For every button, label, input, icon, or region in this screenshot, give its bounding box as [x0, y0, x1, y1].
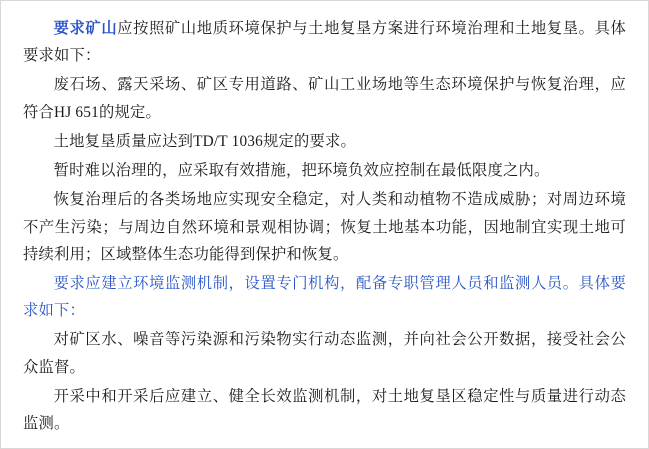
paragraph — [23, 270, 626, 324]
paragraph-text: 暂时难以治理的，应采取有效措施，把环境负效应控制在最低限度之内。 — [53, 162, 550, 180]
paragraph — [23, 157, 626, 184]
paragraph-text: 恢复治理后的各类场地应实现安全稳定，对人类和动植物不造成威胁；对周边环境不产生污染；与周边自然环境和景观相协调；恢复土地基本功能，因地制宜实现土地可持续利用；区域整体生态功能得到保护和恢复。 — [23, 191, 626, 263]
paragraph — [23, 186, 626, 268]
paragraph-text: 土地复垦质量应达到TD/T 1036规定的要求。 — [53, 132, 356, 150]
paragraph-text: 废石场、露天采场、矿区专用道路、矿山工业场地等生态环境保护与恢复治理，应符合HJ 651的规定。 — [23, 76, 626, 121]
paragraph-text: 对矿区水、噪音等污染源和污染物实行动态监测，并向社会公开数据，接受社会公众监督。 — [23, 331, 626, 376]
paragraph-lead-text: 要求矿山 — [53, 20, 118, 37]
paragraph — [23, 15, 626, 69]
paragraph — [23, 128, 626, 155]
paragraph — [23, 383, 626, 437]
paragraph — [23, 71, 626, 125]
paragraph-text: 要求应建立环境监测机制，设置专门机构，配备专职管理人员和监测人员。具体要求如下： — [23, 274, 626, 320]
paragraph-text: 应按照矿山地质环境保护与土地复垦方案进行环境治理和土地复垦。具体要求如下： — [23, 20, 626, 65]
paragraph — [23, 326, 626, 380]
document-body — [1, 1, 648, 449]
paragraph-text: 开采中和开采后应建立、健全长效监测机制，对土地复垦区稳定性与质量进行动态监测。 — [23, 387, 626, 433]
